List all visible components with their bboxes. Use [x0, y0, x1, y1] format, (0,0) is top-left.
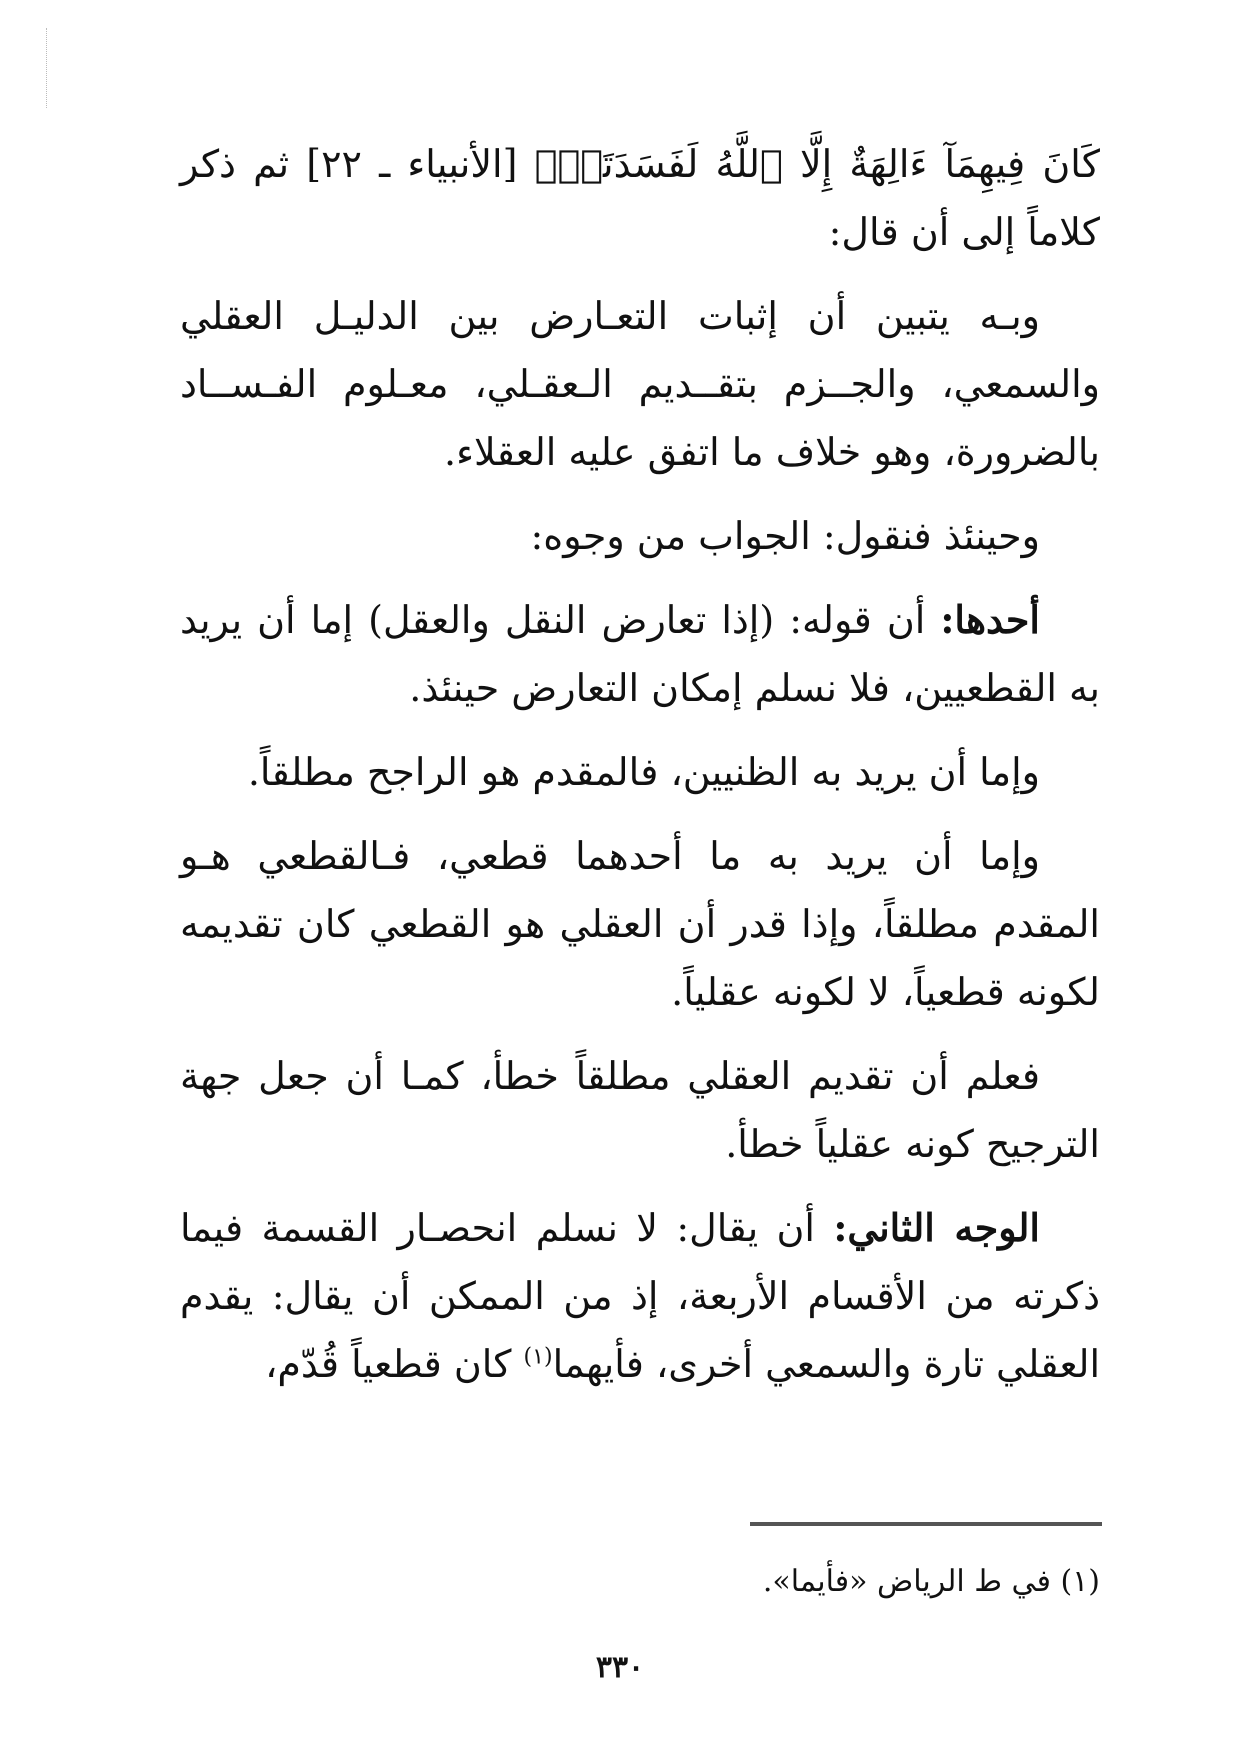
paragraph-6: وإما أن يريد به ما أحدهما قطعي، فـالقطعي هـو المقدم مطلقاً، وإذا قدر أن العقلي هو القطعي كان تقديمه لكونه قطعياً، لا لكونه عقلياً. — [180, 834, 1100, 1014]
main-text — [180, 130, 1100, 1414]
paragraph-quote — [180, 130, 1100, 266]
paragraph-3: وحينئذ فنقول: الجواب من وجوه: — [530, 514, 1040, 558]
footnote-divider — [750, 1522, 1102, 1526]
paragraph-7: فعلم أن تقديم العقلي مطلقاً خطأ، كمـا أن جعل جهة الترجيح كونه عقلياً خطأ. — [180, 1054, 1100, 1166]
paragraph-lead: الوجه الثاني: — [833, 1205, 1040, 1250]
footnote-ref: (١) — [523, 1344, 553, 1370]
margin-mark — [46, 28, 51, 108]
quran-citation: [الأنبياء ـ ٢٢] — [306, 142, 518, 186]
paragraph-text: أن قوله: (إذا تعارض النقل والعقل) إما أن يريد به القطعيين، فلا نسلم إمكان التعارض حينئذ. — [180, 598, 1100, 710]
paragraph-4 — [180, 586, 1100, 722]
paragraph-lead: أحدها: — [940, 597, 1040, 642]
paragraph-text: ثم ذكر كلاماً إلى أن قال: — [180, 142, 1100, 254]
quran-quote: كَانَ فِيهِمَآ ءَالِهَةٌ إِلَّا ٱللَّهُ لَفَسَدَتَاۚ﴾ — [534, 142, 1100, 186]
paragraph-8 — [180, 1194, 1100, 1398]
paragraph-5: وإما أن يريد به الظنيين، فالمقدم هو الراجح مطلقاً. — [247, 750, 1040, 794]
paragraph-text: كان قطعياً قُدّم، — [265, 1342, 512, 1386]
page-number: ٣٣٠ — [595, 1650, 645, 1685]
paragraph-text: أن يقال: لا نسلم انحصـار القسمة فيما ذكرته من الأقسام الأربعة، إذ من الممكن أن يقال: يقدم العقلي تارة والسمعي أخرى، فأيهما — [180, 1206, 1100, 1386]
footnote: (١) في ط الرياض «فأيما». — [762, 1564, 1100, 1599]
paragraph-2: وبـه يتبين أن إثبات التعـارض بين الدليـل العقلي والسمعي، والجــزم بتقــديم الـعقـلي، معـلوم الفـســاد بالضرورة، وهو خلاف ما اتفق عليه العقلاء. — [180, 294, 1100, 474]
